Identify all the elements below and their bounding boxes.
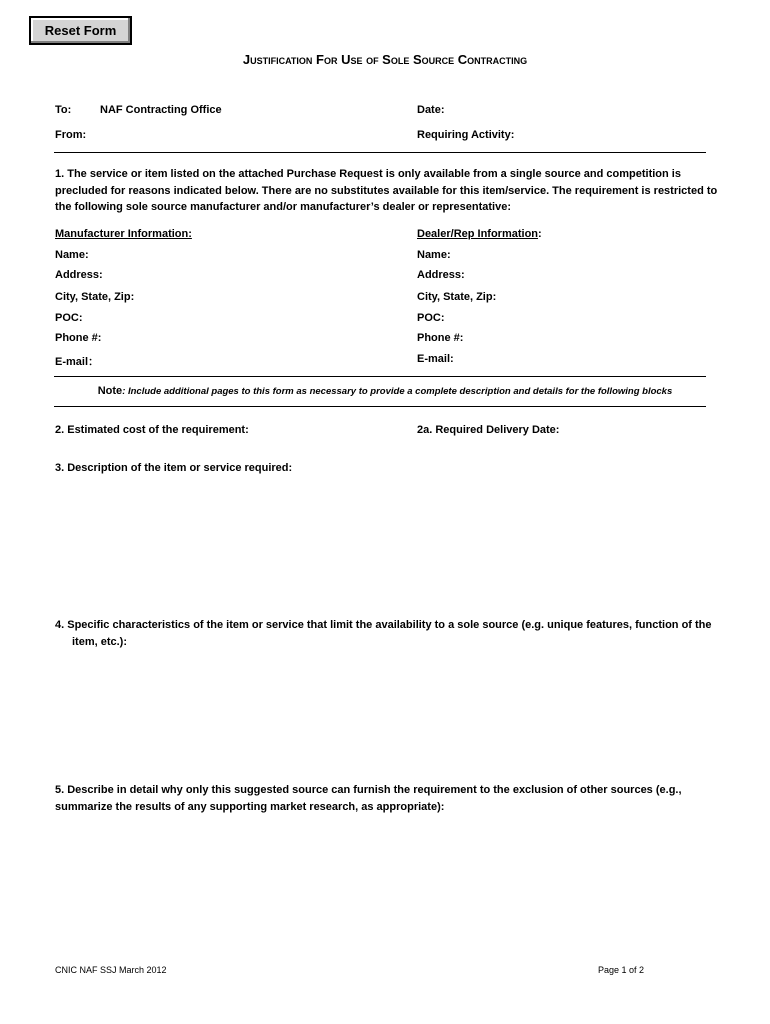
section1-text: 1. The service or item listed on the attached Purchase Request is only available from a single source and competition is precluded for reasons indicated below. There are no substitutes available for this item/service. The requirement is restricted to the following sole source manufacturer and/or manufacturer’s dealer or representative: [55, 168, 718, 213]
form-title: Justification For Use of Sole Source Contracting [242, 52, 528, 67]
requiring-activity-label: Requiring Activity: [417, 129, 515, 141]
dealer-name-label: Name: [417, 249, 451, 261]
from-label: From: [55, 129, 87, 141]
to-label: To: [55, 104, 72, 116]
section3-label: 3. Description of the item or service required: [55, 462, 293, 474]
manufacturer-phone-label: Phone #: [55, 332, 102, 344]
section4-line2: item, etc.): [72, 636, 128, 648]
divider [54, 376, 706, 377]
section5-line2: summarize the results of any supporting market research, as appropriate): [55, 801, 445, 813]
dealer-phone-label: Phone #: [417, 332, 464, 344]
estimated-cost-label: 2. Estimated cost of the requirement: [55, 424, 249, 436]
note [0, 385, 770, 397]
dealer-city-label: City, State, Zip: [417, 291, 497, 303]
footer-form-id: CNIC NAF SSJ March 2012 [55, 965, 167, 975]
section4-line1: 4. Specific characteristics of the item or service that limit the availability to a sole source (e.g. unique features, function of the [55, 619, 712, 631]
footer-page-number: Page 1 of 2 [598, 965, 645, 975]
dealer-heading-text: Dealer/Rep Information [417, 228, 539, 240]
section5-line1: 5. Describe in detail why only this suggested source can furnish the requirement to the exclusion of other sources (e.g., [55, 784, 682, 796]
date-label: Date: [417, 104, 445, 116]
description-textarea[interactable] [54, 482, 706, 607]
note-label: Note [97, 385, 123, 397]
delivery-date-field[interactable] [570, 420, 705, 438]
divider [54, 152, 706, 153]
delivery-date-label: 2a. Required Delivery Date: [417, 424, 560, 436]
date-field[interactable] [450, 100, 700, 118]
requiring-activity-field[interactable] [520, 125, 700, 143]
manufacturer-name-label: Name: [55, 249, 89, 261]
dealer-heading [417, 228, 542, 240]
dealer-heading-colon: : [538, 228, 542, 240]
manufacturer-address-label: Address: [55, 269, 103, 281]
manufacturer-heading: Manufacturer Information: [55, 228, 192, 240]
reset-form-button[interactable]: Reset Form [29, 16, 132, 45]
justification-textarea[interactable] [54, 820, 706, 950]
estimated-cost-field[interactable] [260, 420, 400, 438]
dealer-poc-label: POC: [417, 312, 445, 324]
note-text: : Include additional pages to this form as necessary to provide a complete description and details for the following blocks [122, 386, 673, 397]
characteristics-textarea[interactable] [54, 654, 706, 774]
manufacturer-email-label: E-mail： [55, 356, 100, 368]
manufacturer-city-label: City, State, Zip: [55, 291, 135, 303]
to-value: NAF Contracting Office [100, 104, 222, 116]
dealer-email-label: E-mail: [417, 353, 454, 365]
manufacturer-poc-label: POC: [55, 312, 83, 324]
dealer-address-label: Address: [417, 269, 465, 281]
divider [54, 406, 706, 407]
from-field[interactable] [100, 125, 390, 143]
